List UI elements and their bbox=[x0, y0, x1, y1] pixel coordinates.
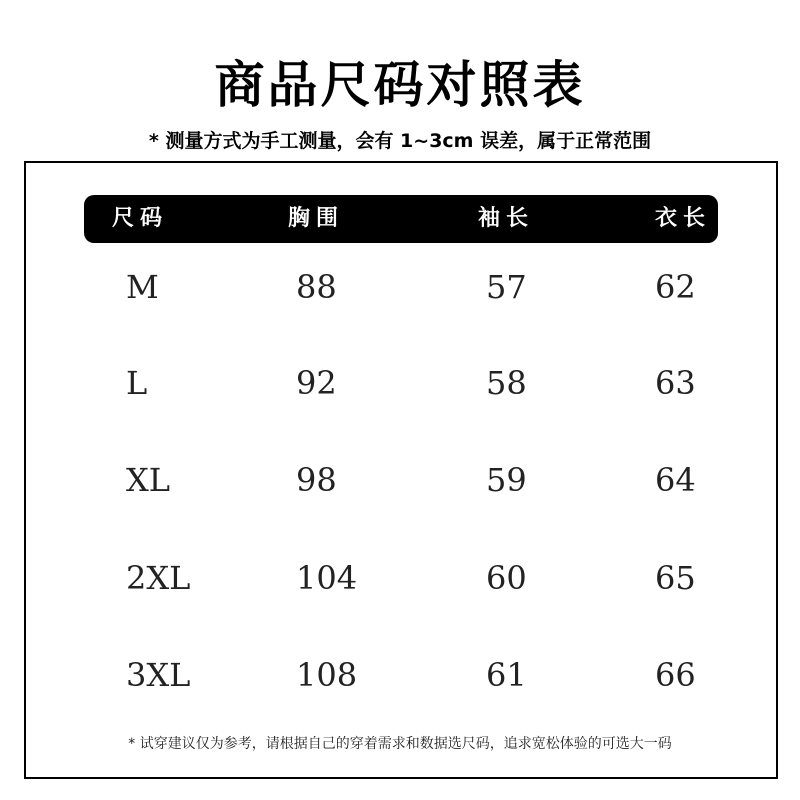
page-title: 商品尺码对照表 bbox=[214, 56, 586, 114]
chest-cell: 98 bbox=[296, 461, 337, 499]
header-length: 衣长 bbox=[655, 206, 712, 231]
sleeve-cell: 57 bbox=[486, 268, 527, 306]
header-chest: 胸围 bbox=[288, 206, 345, 231]
header-sleeve: 袖长 bbox=[478, 206, 535, 231]
chest-cell: 88 bbox=[296, 268, 337, 306]
length-cell: 62 bbox=[655, 268, 696, 306]
table-row bbox=[0, 650, 800, 700]
size-cell: L bbox=[126, 364, 148, 402]
sleeve-cell: 59 bbox=[486, 461, 527, 499]
sleeve-cell: 60 bbox=[486, 559, 527, 597]
table-row bbox=[0, 262, 800, 312]
length-cell: 65 bbox=[655, 559, 696, 597]
length-cell: 66 bbox=[655, 656, 696, 694]
fitting-advice-note: * 试穿建议仅为参考，请根据自己的穿着需求和数据选尺码，追求宽松体验的可选大一码 bbox=[128, 736, 672, 752]
table-row bbox=[0, 553, 800, 603]
header-size: 尺码 bbox=[112, 206, 169, 231]
size-cell: 3XL bbox=[126, 656, 191, 694]
table-row bbox=[0, 455, 800, 505]
sleeve-cell: 58 bbox=[486, 364, 527, 402]
length-cell: 63 bbox=[655, 364, 696, 402]
size-cell: XL bbox=[126, 461, 171, 499]
table-header-bar bbox=[84, 195, 718, 243]
chest-cell: 108 bbox=[296, 656, 358, 694]
sleeve-cell: 61 bbox=[486, 656, 527, 694]
table-row bbox=[0, 358, 800, 408]
size-cell: 2XL bbox=[126, 559, 191, 597]
length-cell: 64 bbox=[655, 461, 696, 499]
chest-cell: 92 bbox=[296, 364, 337, 402]
measurement-note: * 测量方式为手工测量，会有 1~3cm 误差，属于正常范围 bbox=[148, 130, 652, 152]
size-cell: M bbox=[126, 268, 159, 306]
chest-cell: 104 bbox=[296, 559, 358, 597]
